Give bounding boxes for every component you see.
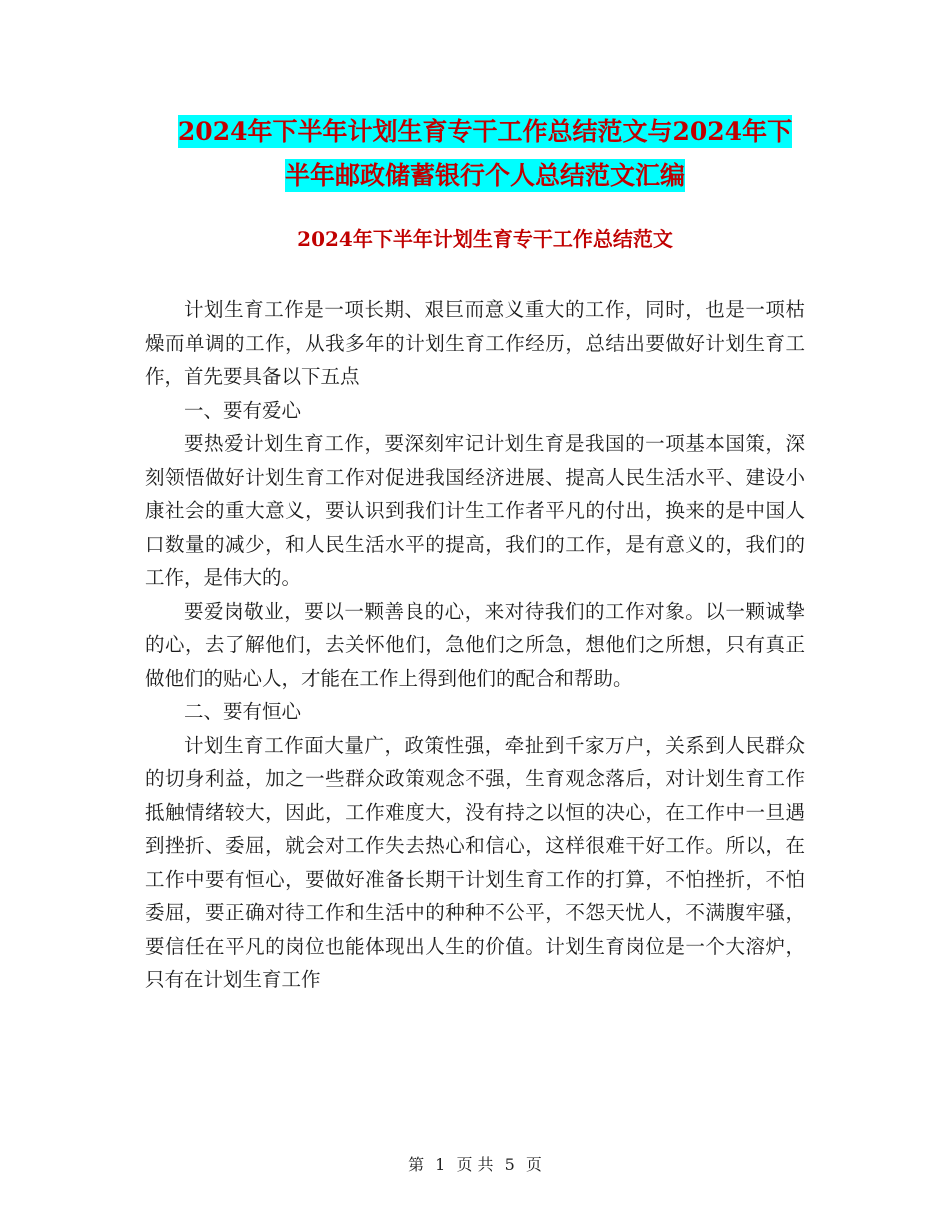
page-footer [0, 1153, 950, 1177]
document-title-line-2: 半年邮政储蓄银行个人总结范文汇编 [284, 161, 685, 190]
footer-mid: 页 共 [456, 1155, 494, 1174]
paragraph: 计划生育工作是一项长期、艰巨而意义重大的工作，同时，也是一项枯燥而单调的工作，从我多年的计划生育工作经历，总结出要做好计划生育工作，首先要具备以下五点 [145, 298, 805, 388]
footer-prefix: 第 [408, 1155, 425, 1174]
footer-suffix: 页 [525, 1155, 542, 1174]
document-title [145, 110, 825, 198]
paragraph: 计划生育工作面大量广，政策性强，牵扯到千家万户，关系到人民群众的切身利益，加之一些群众政策观念不强，生育观念落后，对计划生育工作抵触情绪较大，因此，工作难度大，没有持之以恒的决心，在工作中一旦遇到挫折、委屈，就会对工作失去热心和信心，这样很难干好工作。所以，在工作中要有恒心，要做好准备长期干计划生育工作的打算，不怕挫折，不怕委屈，要正确对待工作和生活中的种种不公平，不怨天忧人，不满腹牢骚，要信任在平凡的岗位也能体现出人生的价值。计划生育岗位是一个大溶炉，只有在计划生育工作 [145, 733, 805, 991]
paragraph: 二、要有恒心 [184, 700, 302, 723]
document-body [145, 293, 805, 997]
document-title-line-1: 2024年下半年计划生育专干工作总结范文与2024年下 [177, 117, 793, 146]
paragraph: 要热爱计划生育工作，要深刻牢记计划生育是我国的一项基本国策，深刻领悟做好计划生育工作对促进我国经济进展、提高人民生活水平、建设小康社会的重大意义，要认识到我们计生工作者平凡的付出，换来的是中国人口数量的减少，和人民生活水平的提高，我们的工作，是有意义的，我们的工作，是伟大的。 [145, 432, 805, 589]
paragraph: 一、要有爱心 [184, 398, 302, 422]
footer-page-number: 1 [435, 1155, 446, 1174]
section-title: 2024年下半年计划生育专干工作总结范文 [297, 227, 673, 251]
paragraph: 要爱岗敬业，要以一颗善良的心，来对待我们的工作对象。以一颗诚挚的心，去了解他们，去关怀他们，急他们之所急，想他们之所想，只有真正做他们的贴心人，才能在工作上得到他们的配合和帮助。 [145, 599, 805, 690]
footer-total-pages: 5 [504, 1155, 515, 1174]
